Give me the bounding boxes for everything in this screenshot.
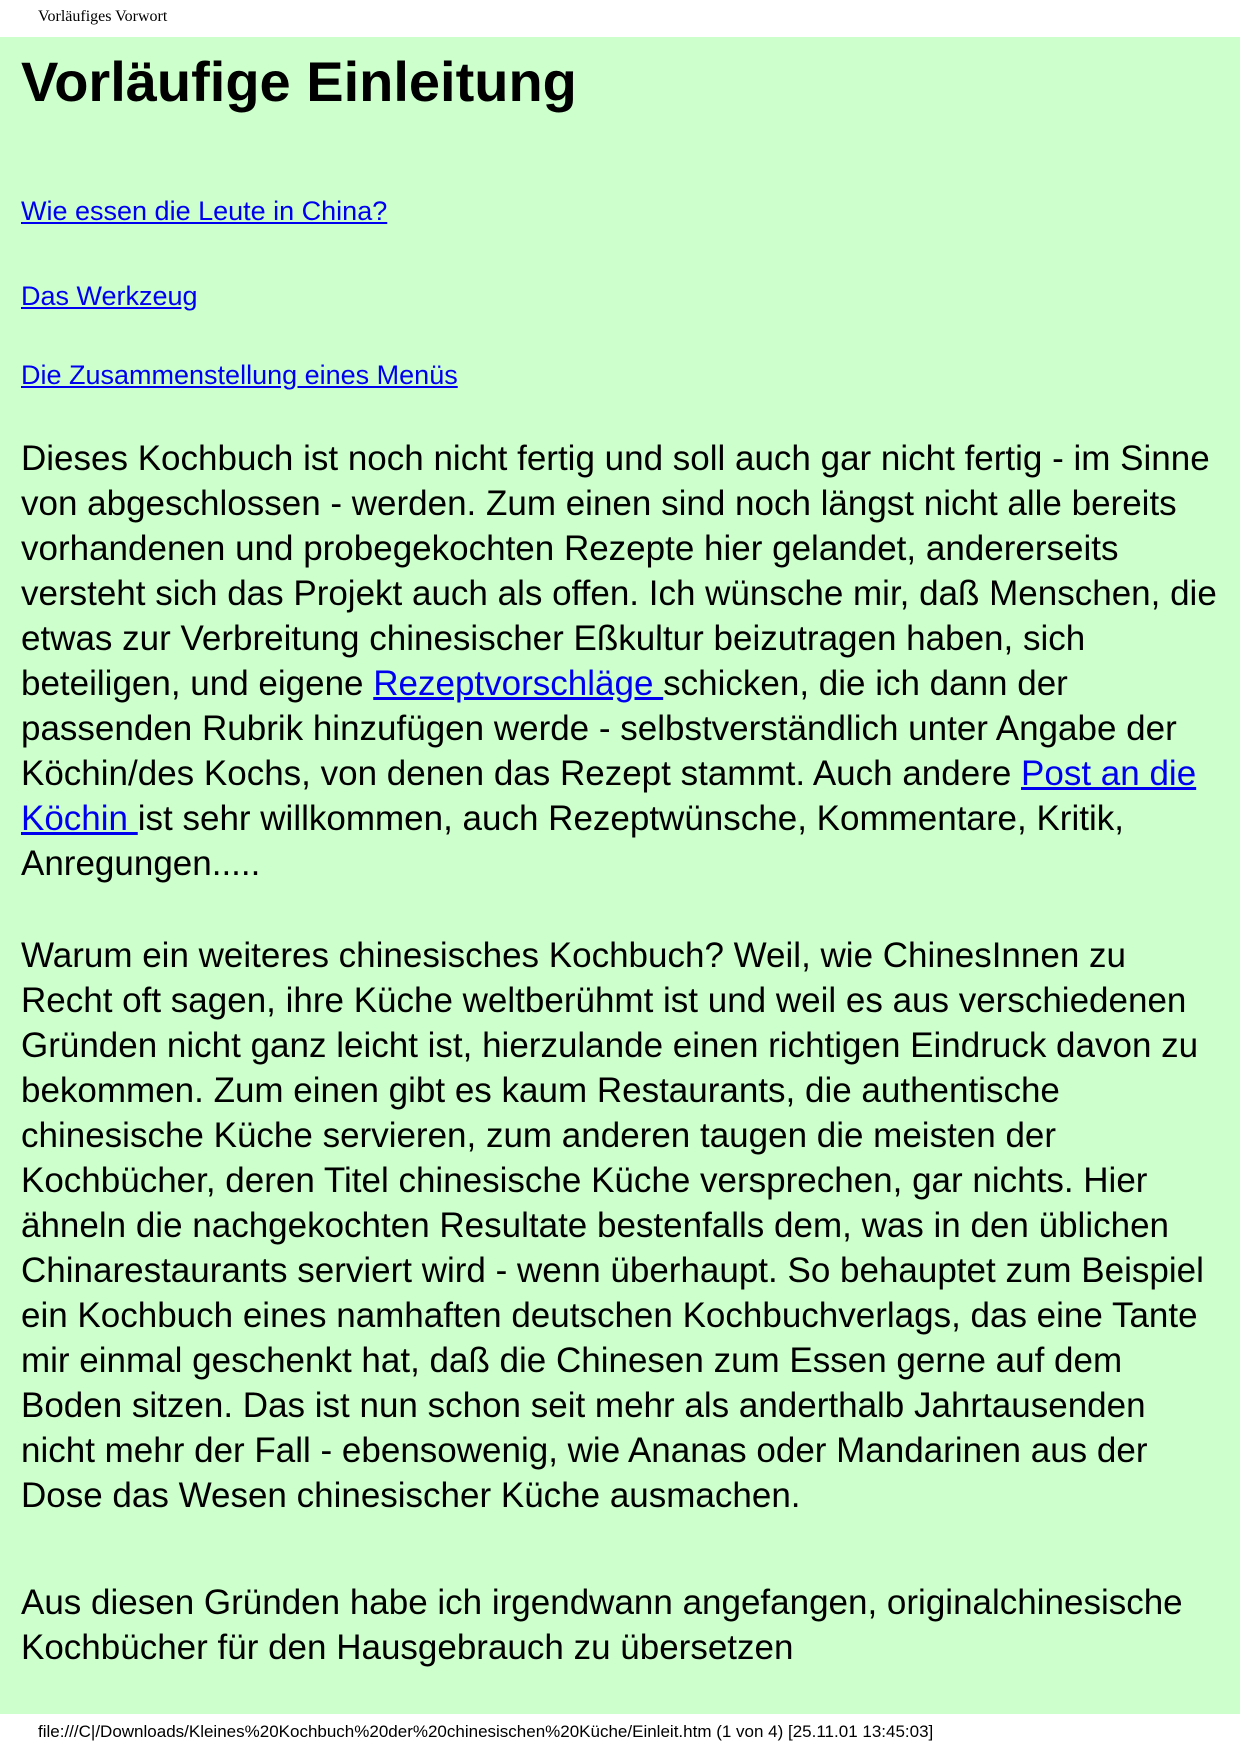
- intro-paragraph: [21, 436, 1221, 886]
- reasons-paragraph: Aus diesen Gründen habe ich irgendwann angefangen, originalchinesische Kochbücher für den Hausgebrauch zu übersetzen: [21, 1583, 1183, 1667]
- page-content: [21, 37, 1221, 1667]
- intro-text-part-2: schicken, die ich dann der passenden Rubrik hinzufügen werde - selbstverständlich unter Angabe der Köchin/des Kochs, von denen das Rezept stammt. Auch andere: [21, 664, 1177, 793]
- print-header: Vorläufiges Vorwort: [38, 8, 168, 25]
- link-recipe-suggestions[interactable]: Rezeptvorschläge: [373, 664, 664, 703]
- link-menu-composition[interactable]: Die Zusammenstellung eines Menüs: [21, 360, 458, 390]
- intro-text-part-1: Dieses Kochbuch ist noch nicht fertig und soll auch gar nicht fertig - im Sinne von abgeschlossen - werden. Zum einen sind noch längst nicht alle bereits vorhandenen und probegekochten Rezepte hier gelandet, andererseits versteht sich das Projekt auch als offen. Ich wünsche mir, daß Menschen, die etwas zur Verbreitung chinesischer Eßkultur beizutragen haben, sich beteiligen, und eigene: [21, 439, 1217, 703]
- link-how-people-eat-in-china[interactable]: Wie essen die Leute in China?: [21, 196, 388, 226]
- link-mail-to-cook[interactable]: Post an die Köchin: [21, 754, 1197, 838]
- print-footer: file:///C|/Downloads/Kleines%20Kochbuch%20der%20chinesischen%20Küche/Einleit.htm (1 von 4) [25.11.01 13:45:03]: [38, 1722, 934, 1741]
- page-title: Vorläufige Einleitung: [21, 50, 577, 113]
- page-area: [0, 37, 1240, 1714]
- intro-text-part-3: ist sehr willkommen, auch Rezeptwünsche, Kommentare, Kritik, Anregungen.....: [21, 799, 1124, 883]
- why-paragraph: Warum ein weiteres chinesisches Kochbuch? Weil, wie ChinesInnen zu Recht oft sagen, ihre Küche weltberühmt ist und weil es aus verschiedenen Gründen nicht ganz leicht ist, hierzulande einen richtigen Eindruck davon zu bekommen. Zum einen gibt es kaum Restaurants, die authentische chinesische Küche servieren, zum anderen taugen die meisten der Kochbücher, deren Titel chinesische Küche versprechen, gar nichts. Hier ähneln die nachgekochten Resultate bestenfalls dem, was in den üblichen Chinarestaurants serviert wird - wenn überhaupt. So behauptet zum Beispiel ein Kochbuch eines namhaften deutschen Kochbuchverlags, das eine Tante mir einmal geschenkt hat, daß die Chinesen zum Essen gerne auf dem Boden sitzen. Das ist nun schon seit mehr als anderthalb Jahrtausenden nicht mehr der Fall - ebensowenig, wie Ananas oder Mandarinen aus der Dose das Wesen chinesischer Küche ausmachen.: [21, 936, 1204, 1515]
- link-tools[interactable]: Das Werkzeug: [21, 281, 198, 311]
